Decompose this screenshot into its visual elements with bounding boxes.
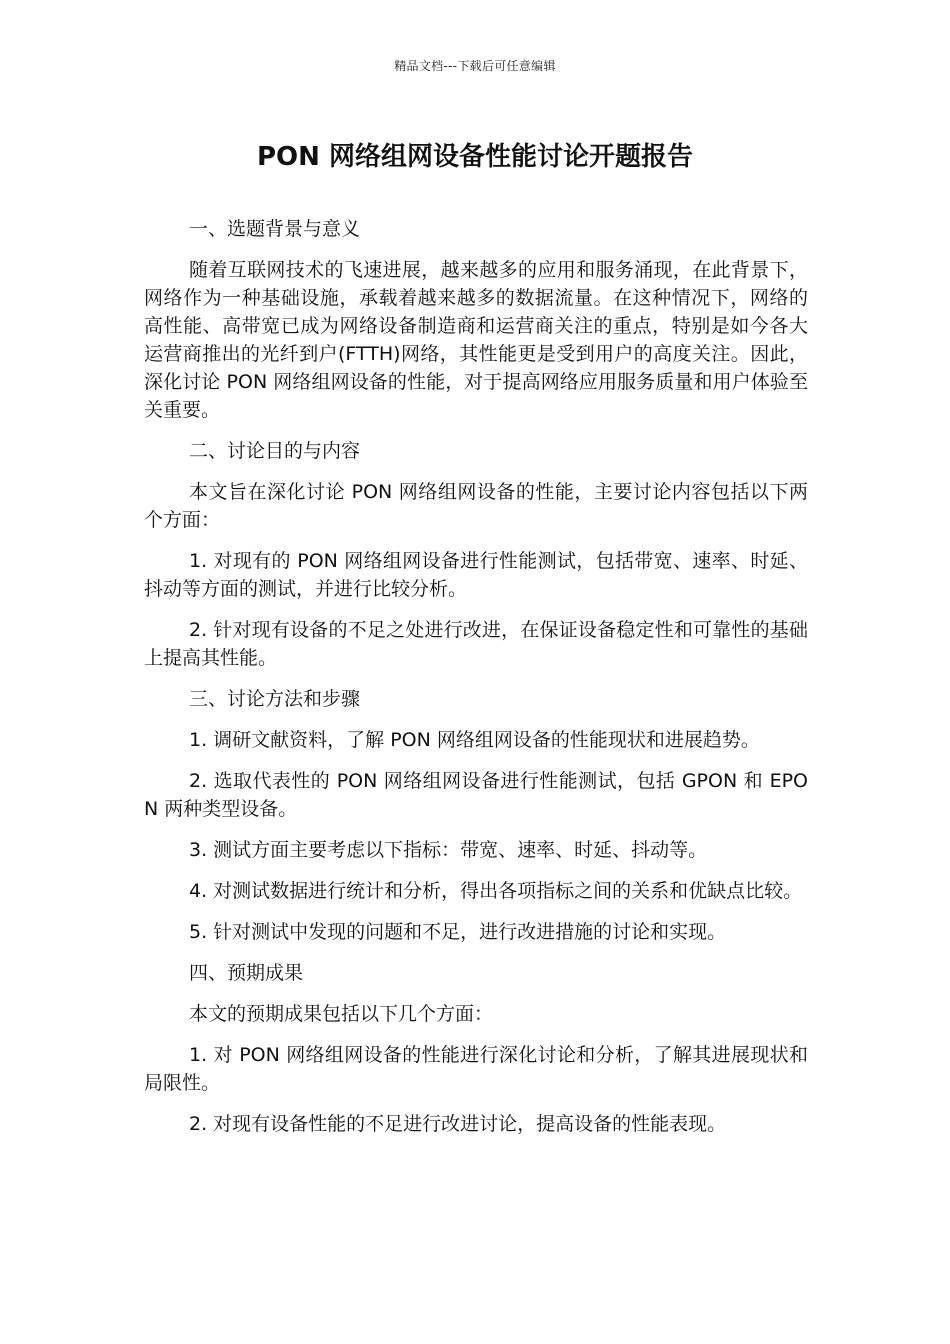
methods-item-2: 2. 选取代表性的 PON 网络组网设备进行性能测试，包括 GPON 和 EPON 两种类型设备。 [144,770,808,820]
methods-item-5: 5. 针对测试中发现的问题和不足，进行改进措施的讨论和实现。 [189,921,727,943]
section-heading-objectives: 二、讨论目的与内容 [189,440,361,462]
document-title: PON 网络组网设备性能讨论开题报告 [257,142,693,172]
outcomes-item-2: 2. 对现有设备性能的不足进行改进讨论，提高设备的性能表现。 [189,1113,727,1135]
objectives-item-2: 2. 针对现有设备的不足之处进行改进，在保证设备稳定性和可靠性的基础上提高其性能。 [144,619,808,669]
section-heading-outcomes: 四、预期成果 [189,962,304,984]
document-body [144,215,808,1151]
background-paragraph: 随着互联网技术的飞速进展，越来越多的应用和服务涌现，在此背景下，网络作为一种基础设施，承载着越来越多的数据流量。在这种情况下，网络的高性能、高带宽已成为网络设备制造商和运营商关注的重点，特别是如今各大运营商推出的光纤到户(FTTH)网络，其性能更是受到用户的高度关注。因此，深化讨论 PON 网络组网设备的性能，对于提高网络应用服务质量和用户体验至关重要。 [144,259,808,421]
header-note: 精品文档---下载后可任意编辑 [394,59,556,73]
objectives-item-1: 1. 对现有的 PON 网络组网设备进行性能测试，包括带宽、速率、时延、抖动等方面的测试，并进行比较分析。 [144,550,808,600]
section-heading-background: 一、选题背景与意义 [189,218,361,240]
section-heading-methods: 三、讨论方法和步骤 [189,688,361,710]
objectives-intro-paragraph: 本文旨在深化讨论 PON 网络组网设备的性能，主要讨论内容包括以下两个方面： [144,481,808,531]
methods-item-3: 3. 测试方面主要考虑以下指标：带宽、速率、时延、抖动等。 [189,839,708,861]
outcomes-item-1: 1. 对 PON 网络组网设备的性能进行深化讨论和分析，了解其进展现状和局限性。 [144,1044,808,1094]
methods-item-4: 4. 对测试数据进行统计和分析，得出各项指标之间的关系和优缺点比较。 [189,880,803,902]
outcomes-intro-paragraph: 本文的预期成果包括以下几个方面： [189,1003,494,1025]
methods-item-1: 1. 调研文献资料，了解 PON 网络组网设备的性能现状和进展趋势。 [189,729,760,751]
